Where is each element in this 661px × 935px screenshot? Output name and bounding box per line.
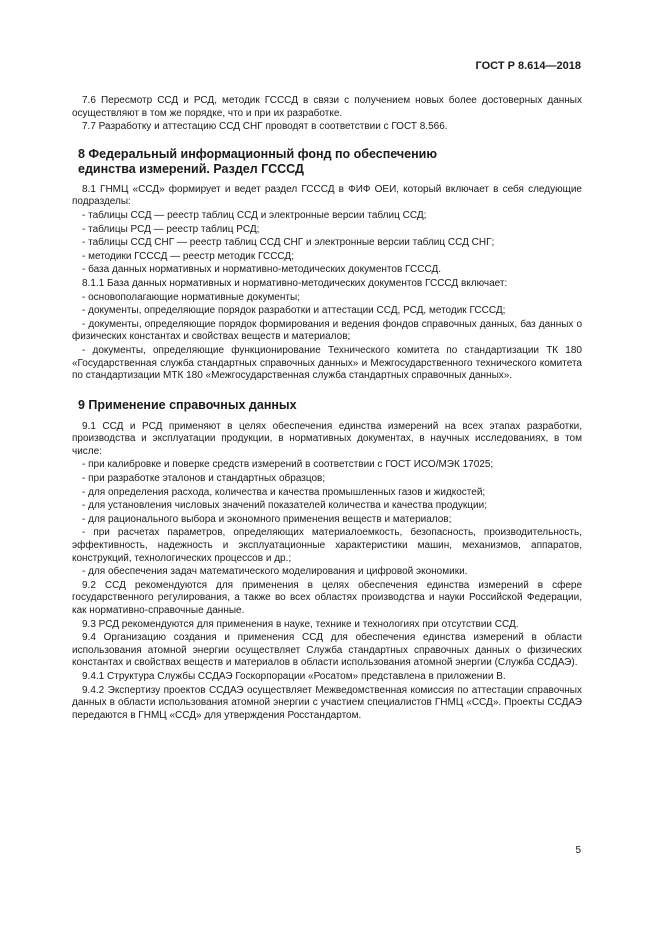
paragraph-7-7: 7.7 Разработку и аттестацию ССД СНГ проводят в соответствии с ГОСТ 8.566.	[82, 121, 448, 133]
document-code: ГОСТ Р 8.614—2018	[475, 60, 581, 72]
list-item: - основополагающие нормативные документы;	[82, 291, 300, 303]
paragraph-9-2: 9.2 ССД рекомендуются для применения в целях обеспечения единства измерений в сфере государственного регулирования, а также во всех областях производства и науки Российской Федерации, как нормативно-справочные данные.	[72, 579, 582, 616]
section-9-heading: 9 Применение справочных данных	[78, 397, 297, 412]
page-number: 5	[575, 845, 581, 856]
paragraph-9-4: 9.4 Организацию создания и применения ССД для обеспечения единства измерений в области использования атомной энергии осуществляет Служба стандартных справочных данных о физических константах и свойствах веществ и материалов в области использования атомной энергии (Служба ССДАЭ).	[72, 632, 582, 669]
list-item: - база данных нормативных и нормативно-методических документов ГСССД.	[82, 264, 441, 276]
list-item: - для определения расхода, количества и качества промышленных газов и жидкостей;	[82, 486, 486, 498]
list-item: - для рационального выбора и экономного применения веществ и материалов;	[82, 513, 452, 525]
paragraph-9-1: 9.1 ССД и РСД применяют в целях обеспечения единства измерений на всех этапах разработки, производства и эксплуатации продукции, в нормативных документах, в научных исследованиях, в том числе:	[72, 420, 582, 457]
section-8-heading-line1: 8 Федеральный информационный фонд по обеспечению	[78, 146, 438, 161]
list-item: - для установления числовых значений показателей количества и качества продукции;	[82, 500, 487, 512]
list-item: - при калибровке и поверке средств измерений в соответствии с ГОСТ ИСО/МЭК 17025;	[82, 459, 494, 471]
paragraph-9-3: 9.3 РСД рекомендуются для применения в науке, технике и технологиях при отсутствии ССД.	[82, 618, 519, 630]
list-item: - документы, определяющие порядок разработки и аттестации ССД, РСД, методик ГСССД;	[82, 305, 506, 317]
list-item: - методики ГСССД — реестр методик ГСССД;	[82, 250, 294, 262]
section-8-heading	[72, 147, 582, 177]
list-item: - таблицы РСД — реестр таблиц РСД;	[82, 223, 260, 235]
paragraph-8-1: 8.1 ГНМЦ «ССД» формирует и ведет раздел ГСССД в ФИФ ОЕИ, который включает в себя следующие подразделы:	[72, 183, 582, 208]
list-item: - документы, определяющие функционирование Технического комитета по стандартизации ТК 180 «Государственная служба стандартных справочных данных» и Межгосударственного технического комитета по стандартизации МТК 180 «Межгосударственная служба стандартных справочных данных».	[72, 344, 582, 382]
list-item: - документы, определяющие порядок формирования и ведения фондов справочных данных, баз данных о физических константах и свойствах веществ и материалов;	[72, 318, 582, 343]
list-item: - для обеспечения задач математического моделирования и цифровой экономики.	[82, 566, 468, 578]
paragraph-8-1-1: 8.1.1 База данных нормативных и нормативно-методических документов ГСССД включает:	[82, 277, 508, 289]
paragraph-7-6: 7.6 Пересмотр ССД и РСД, методик ГСССД в связи с получением новых более достоверных данных осуществляют в том же порядке, что и при их разработке.	[72, 95, 582, 119]
page-body	[72, 95, 582, 722]
paragraph-9-4-1: 9.4.1 Структура Службы ССДАЭ Госкорпорации «Росатом» представлена в приложении В.	[82, 670, 506, 682]
list-item: - при разработке эталонов и стандартных образцов;	[82, 473, 326, 485]
list-item: - таблицы ССД — реестр таблиц ССД и электронные версии таблиц ССД;	[82, 209, 427, 221]
list-item: - таблицы ССД СНГ — реестр таблиц ССД СНГ и электронные версии таблиц ССД СНГ;	[82, 237, 495, 249]
paragraph-9-4-2: 9.4.2 Экспертизу проектов ССДАЭ осуществляет Межведомственная комиссия по аттестации справочных данных в области использования атомной энергии с участием специалистов ГНМЦ «ССД». Проекты ССДАЭ передаются в ГНМЦ «ССД» для утверждения Росстандартом.	[72, 684, 582, 721]
list-item: - при расчетах параметров, определяющих материалоемкость, безопасность, производительность, эффективность, надежность и эксплуатационные характеристики машин, механизмов, аппаратов, конструкций, технологических процессов и др.;	[72, 527, 582, 564]
section-8-heading-line2: единства измерений. Раздел ГСССД	[78, 161, 304, 176]
